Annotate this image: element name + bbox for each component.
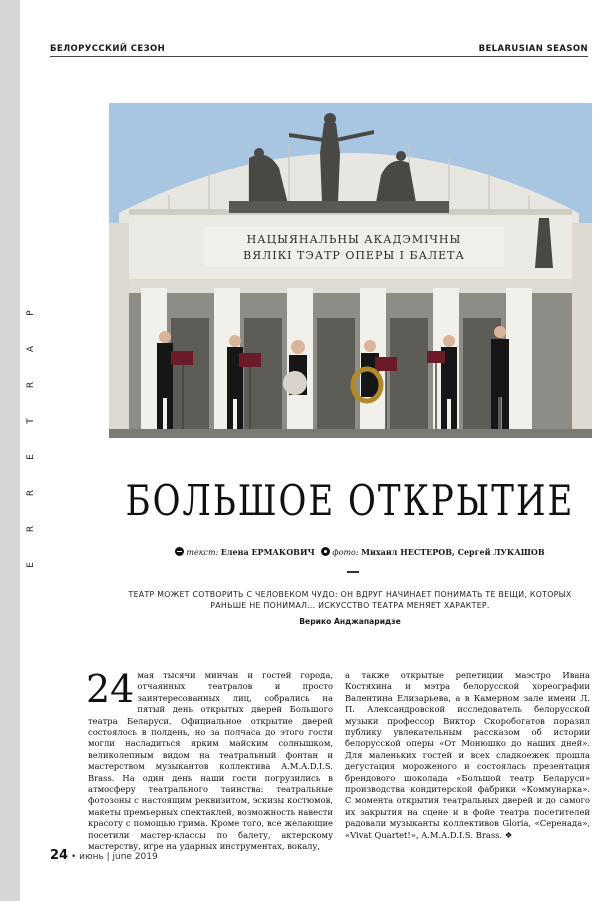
camera-icon	[321, 547, 330, 556]
issue-date: • июнь | june 2019	[70, 852, 158, 862]
article-column-1	[86, 667, 333, 853]
side-letter: E	[26, 562, 36, 568]
side-letter: E	[26, 454, 36, 460]
header-rule	[50, 56, 588, 57]
column-1-text: мая тысячи минчан и гостей города, отчаянных театралов и просто заинтересованных лиц, собрались на пятый день открытых дверей Большого театра Беларуси. Официальное открытие дверей состоялось в полдень, но за полчаса до этого гости могли насладиться ярким майским солнышком, великолепным видом на театральный фонтан и мастерством музыкантов коллектива A.M.A.D.I.S. Brass. На один день наши гости погрузились в атмосферу театрального таинства: театральные фотозоны с настоящим реквизитом, эскизы костюмов, макеты премьерных спектаклей, возможность навести красоту с помощью грима. Кроме того, все желающие посетили мастер-классы по балету, актерскому мастерству, игре на ударных инструментах, вокалу,	[88, 670, 333, 852]
page-number: 24	[50, 848, 69, 863]
divider-dash	[347, 571, 359, 573]
side-letter: T	[26, 418, 36, 424]
text-icon	[175, 547, 184, 556]
side-letter: R	[26, 381, 36, 389]
section-header-ru: БЕЛОРУССКИЙ СЕЗОН	[50, 44, 166, 54]
facade-inscription-2: ВЯЛІКІ ТЭАТР ОПЕРЫ І БАЛЕТА	[243, 249, 465, 262]
side-letter: R	[26, 489, 36, 497]
theatre-photo	[109, 103, 592, 438]
side-letter: A	[26, 345, 36, 353]
side-section-label	[24, 308, 38, 588]
section-header-en: BELARUSIAN SEASON	[478, 44, 588, 54]
drop-cap: 24	[86, 667, 135, 711]
photo-label: фото:	[332, 548, 359, 557]
side-letter: P	[26, 310, 36, 316]
side-letter: R	[26, 525, 36, 533]
article-title: БОЛЬШОЕ ОТКРЫТИЕ	[125, 476, 575, 526]
article-column-2: а также открытые репетиции маэстро Ивана Костяхина и мэтра белорусской хореографии Валентина Елизарьева, а в Камерном зале имени Л. П. Александровской исследователь белорусской музыки профессор Виктор Скоробогатов поразил публику увлекательным рассказом об истории белорусской оперы «От Монюшко до наших дней». Для маленьких гостей и всех сладкоежек прошла дегустация мороженого и состоялась презентация брендового шоколада «Большой театр Беларуси» производства кондитерской фабрики «Коммунарка». С момента открытия театральных дверей и до самого их закрытия на сцене и в фойе театра посетителей радовали музыканты коллективов Gloria, «Серенада», «Vivat Quartet!», A.M.A.D.I.S. Brass. ❖	[345, 670, 590, 840]
epigraph-author: Верико Анджапаридзе	[299, 617, 401, 626]
epigraph-quote: ТЕАТР МОЖЕТ СОТВОРИТЬ С ЧЕЛОВЕКОМ ЧУДО: ОН ВДРУГ НАЧИНАЕТ ПОНИМАТЬ ТЕ ВЕЩИ, КОТОРЫХ РАНЬШЕ НЕ ПОНИМАЛ… ИСКУССТВО ТЕАТРА МЕНЯЕТ ХАРАКТЕР.	[128, 590, 572, 610]
article-credits	[160, 547, 560, 557]
page-footer	[50, 848, 158, 863]
text-label: текст:	[186, 548, 219, 557]
text-author: Елена ЕРМАКОВИЧ	[220, 547, 315, 557]
photo-authors: Михаил НЕСТЕРОВ, Сергей ЛУКАШОВ	[361, 547, 545, 557]
page-spine	[0, 0, 20, 901]
facade-inscription-1: НАЦЫЯНАЛЬНЫ АКАДЭМІЧНЫ	[246, 233, 462, 246]
